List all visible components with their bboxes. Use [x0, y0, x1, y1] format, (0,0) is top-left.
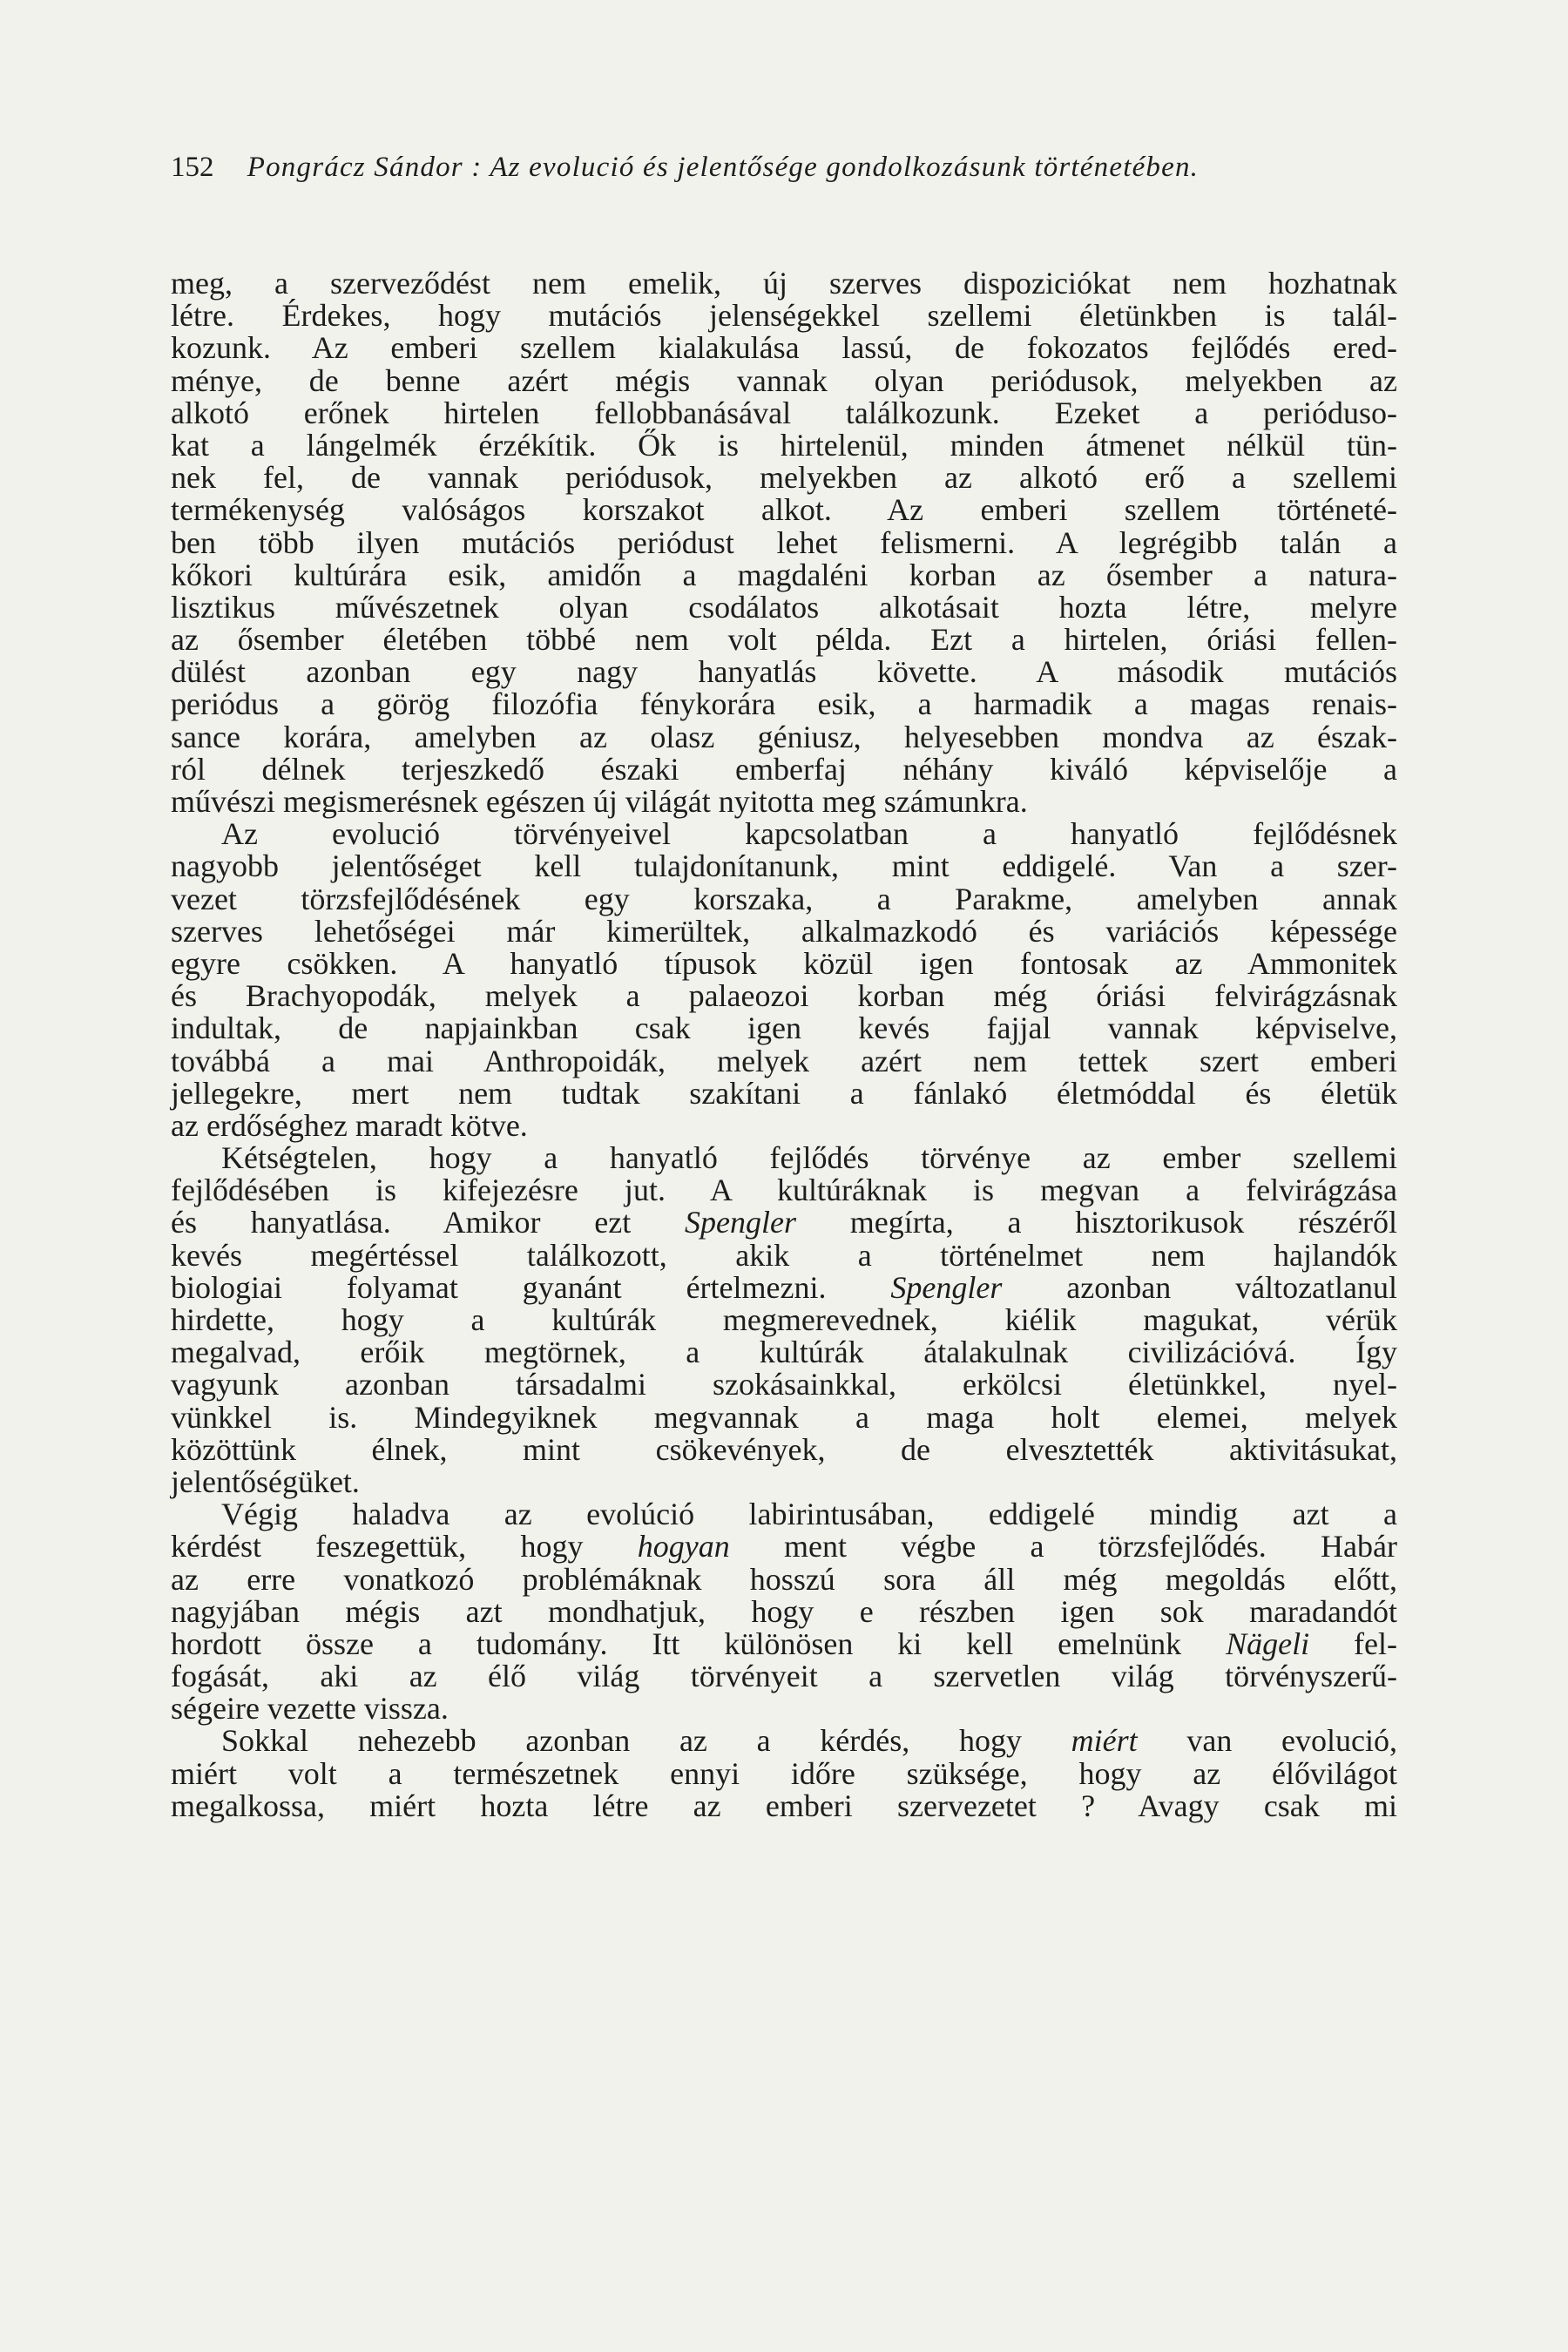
text-segment: van evolució, [1137, 1723, 1397, 1759]
text-line [171, 1725, 1397, 1757]
text-segment: ben több ilyen mutációs periódust lehet felismerni. A legrégibb talán a [171, 524, 1397, 560]
text-segment: biologiai folyamat gyanánt értelmezni. [171, 1269, 891, 1305]
text-line [171, 1531, 1397, 1563]
text-segment: ment végbe a törzsfejlődés. Habár [729, 1529, 1397, 1565]
text-segment: közöttünk élnek, mint csökevények, de elvesztették aktivitásukat, [171, 1431, 1397, 1467]
italic-name: Spengler [685, 1205, 796, 1240]
text-line [171, 1463, 1397, 1499]
text-line [171, 721, 1397, 754]
text-segment: indultak, de napjainkban csak igen kevés fajjal vannak képviselve, [171, 1010, 1397, 1046]
text-line [171, 688, 1397, 720]
text-line [171, 1755, 1397, 1791]
text-segment: kozunk. Az emberi szellem kialakulása lassú, de fokozatos fejlődés ered- [171, 330, 1397, 366]
text-line [171, 913, 1397, 949]
text-line [171, 1593, 1397, 1629]
text-line [171, 1561, 1397, 1597]
text-segment: nagyjában mégis azt mondhatjuk, hogy e részben igen sok maradandót [171, 1593, 1397, 1629]
text-line [171, 624, 1397, 656]
italic-name: Spengler [890, 1269, 1003, 1305]
text-line [171, 1304, 1397, 1336]
text-line [171, 945, 1397, 981]
text-line [171, 362, 1397, 398]
text-segment: periódus a görög filozófia fénykorára esik, a harmadik a magas renais- [171, 686, 1397, 722]
text-line [171, 1660, 1397, 1693]
text-segment: fejlődésében is kifejezésre jut. A kultúráknak is megvan a felvirágzása [171, 1173, 1397, 1208]
text-line [171, 656, 1397, 688]
text-segment: dülést azonban egy nagy hanyatlás követte. A második mutációs [171, 654, 1397, 690]
text-segment: kevés megértéssel találkozott, akik a történelmet nem hajlandók [171, 1237, 1397, 1273]
text-line [171, 1269, 1398, 1305]
text-line [171, 1369, 1397, 1401]
text-segment: vünkkel is. Mindegyiknek megvannak a maga holt elemei, melyek [171, 1399, 1397, 1435]
text-segment: fel- [1309, 1625, 1397, 1661]
text-line [171, 1142, 1397, 1174]
text-line [171, 1336, 1397, 1369]
text-segment: lisztikus művészetnek olyan csodálatos alkotásait hozta létre, melyre [171, 589, 1397, 625]
body-text [171, 267, 1397, 1822]
text-segment: fogását, aki az élő világ törvényeit a szervetlen világ törvényszerű- [171, 1659, 1397, 1694]
text-line [171, 786, 1397, 818]
text-line [171, 1075, 1397, 1111]
text-segment: miért volt a természetnek ennyi időre szüksége, hogy az élővilágot [171, 1755, 1397, 1791]
page-number: 152 [171, 152, 214, 183]
text-line [171, 1206, 1397, 1239]
text-segment: az erdőséghez maradt kötve. [171, 1107, 528, 1143]
text-segment: kérdést feszegettük, hogy [171, 1529, 638, 1565]
text-segment: és hanyatlása. Amikor ezt [171, 1205, 686, 1240]
running-title: Pongrácz Sándor : Az evolució és jelentősége gondolkozásunk történetében. [247, 152, 1200, 183]
text-segment: azonban változatlanul [1002, 1269, 1398, 1305]
text-segment: megalvad, erőik megtörnek, a kultúrák átalakulnak civilizációvá. Így [171, 1335, 1397, 1370]
text-line [171, 1045, 1397, 1078]
text-line [171, 462, 1397, 494]
text-segment: Sokkal nehezebb azonban az a kérdés, hogy [221, 1723, 1071, 1759]
text-segment: termékenység valóságos korszakot alkot. Az emberi szellem történeté- [171, 492, 1397, 528]
text-line [171, 1693, 1397, 1725]
text-line [171, 980, 1397, 1012]
text-line [171, 397, 1397, 429]
text-segment: ségeire vezette vissza. [171, 1691, 449, 1727]
text-segment: és Brachyopodák, melyek a palaeozoi korban még óriási felvirágzásnak [171, 978, 1397, 1014]
text-segment: alkotó erőnek hirtelen fellobbanásával találkozunk. Ezeket a periódusо- [171, 395, 1397, 430]
text-line [171, 267, 1397, 300]
text-segment: az erre vonatkozó problémáknak hosszú sora áll még megoldás előtt, [171, 1561, 1397, 1597]
text-line [171, 850, 1397, 882]
text-segment: megalkossa, miért hozta létre az emberi szervezetet ? Avagy csak mi [171, 1788, 1397, 1823]
italic-name: hogyan [637, 1529, 730, 1565]
text-segment: az ősember életében többé nem volt példa. Ezt a hirtelen, óriási fellen- [171, 622, 1397, 658]
text-segment: ménye, de benne azért mégis vannak olyan periódusok, melyekben az [171, 362, 1397, 398]
text-line [171, 1107, 1397, 1143]
text-segment: hirdette, hogy a kultúrák megmerevednek, kiélik magukat, vérük [171, 1302, 1397, 1337]
italic-name: miért [1071, 1723, 1138, 1759]
text-line [171, 1431, 1397, 1467]
italic-name: Nägeli [1226, 1625, 1310, 1661]
text-line [171, 883, 1397, 916]
text-segment: kőkori kultúrára esik, amidőn a magdaléni korban az ősember a natura- [171, 557, 1397, 592]
text-segment: Az evolució törvényeivel kapcsolatban a hanyatló fejlődésnek [221, 816, 1397, 852]
text-segment: meg, a szerveződést nem emelik, új szerves dispoziciókat nem hozhatnak [171, 266, 1397, 301]
text-segment: nek fel, de vannak periódusok, melyekben az alkotó erő a szellemi [171, 460, 1397, 496]
text-line [171, 332, 1397, 364]
text-line [171, 300, 1397, 332]
text-segment: létre. Érdekes, hogy mutációs jelenségekkel szellemi életünkben is talál- [171, 298, 1397, 334]
text-line [171, 751, 1397, 787]
text-segment: nagyobb jelentőséget kell tulajdonítanunk, mint eddigelé. Van a szer- [171, 848, 1397, 884]
text-line [171, 524, 1397, 560]
text-segment: jelentőségüket. [171, 1463, 360, 1499]
running-head [171, 150, 1408, 185]
text-line [171, 429, 1397, 462]
text-line [171, 494, 1397, 526]
text-line [171, 1174, 1397, 1206]
text-line [171, 1237, 1397, 1273]
text-line [171, 818, 1397, 850]
text-segment: hordott össze a tudomány. Itt különösen ki kell emelnünk [171, 1625, 1227, 1661]
text-line [171, 1399, 1397, 1435]
text-segment: jellegekre, mert nem tudtak szakítani a fánlakó életmóddal és életük [171, 1075, 1397, 1111]
text-line [171, 591, 1397, 624]
text-line [171, 1012, 1397, 1044]
text-segment: vagyunk azonban társadalmi szokásainkkal, erkölcsi életünkkel, nyel- [171, 1367, 1397, 1402]
text-segment: továbbá a mai Anthropoidák, melyek azért nem tettek szert emberi [171, 1043, 1397, 1078]
text-segment: ról délnek terjeszkedő északi emberfaj néhány kiváló képviselője a [171, 751, 1397, 787]
text-segment: sance korára, amelyben az olasz géniusz, helyesebben mondva az észak- [171, 719, 1397, 754]
text-segment: kat a lángelmék érzékítik. Ők is hirtelenül, minden átmenet nélkül tün- [171, 427, 1397, 463]
text-line [171, 559, 1397, 591]
text-segment: megírta, a hisztorikusok részéről [796, 1205, 1397, 1240]
text-segment: művészi megismerésnek egészen új világát nyitotta meg számunkra. [171, 784, 1028, 819]
text-line [171, 1790, 1397, 1822]
text-line [171, 1625, 1397, 1661]
text-segment: szerves lehetőségei már kimerültek, alkalmazkodó és variációs képessége [171, 913, 1397, 949]
text-segment: Végig haladva az evolúció labirintusában, eddigelé mindig azt a [221, 1497, 1397, 1532]
text-segment: vezet törzsfejlődésének egy korszaka, a Parakme, amelyben annak [171, 881, 1397, 916]
text-segment: Kétségtelen, hogy a hanyatló fejlődés törvénye az ember szellemi [221, 1140, 1397, 1176]
text-line [171, 1498, 1397, 1531]
text-segment: egyre csökken. A hanyatló típusok közül igen fontosak az Ammonitek [171, 945, 1397, 981]
